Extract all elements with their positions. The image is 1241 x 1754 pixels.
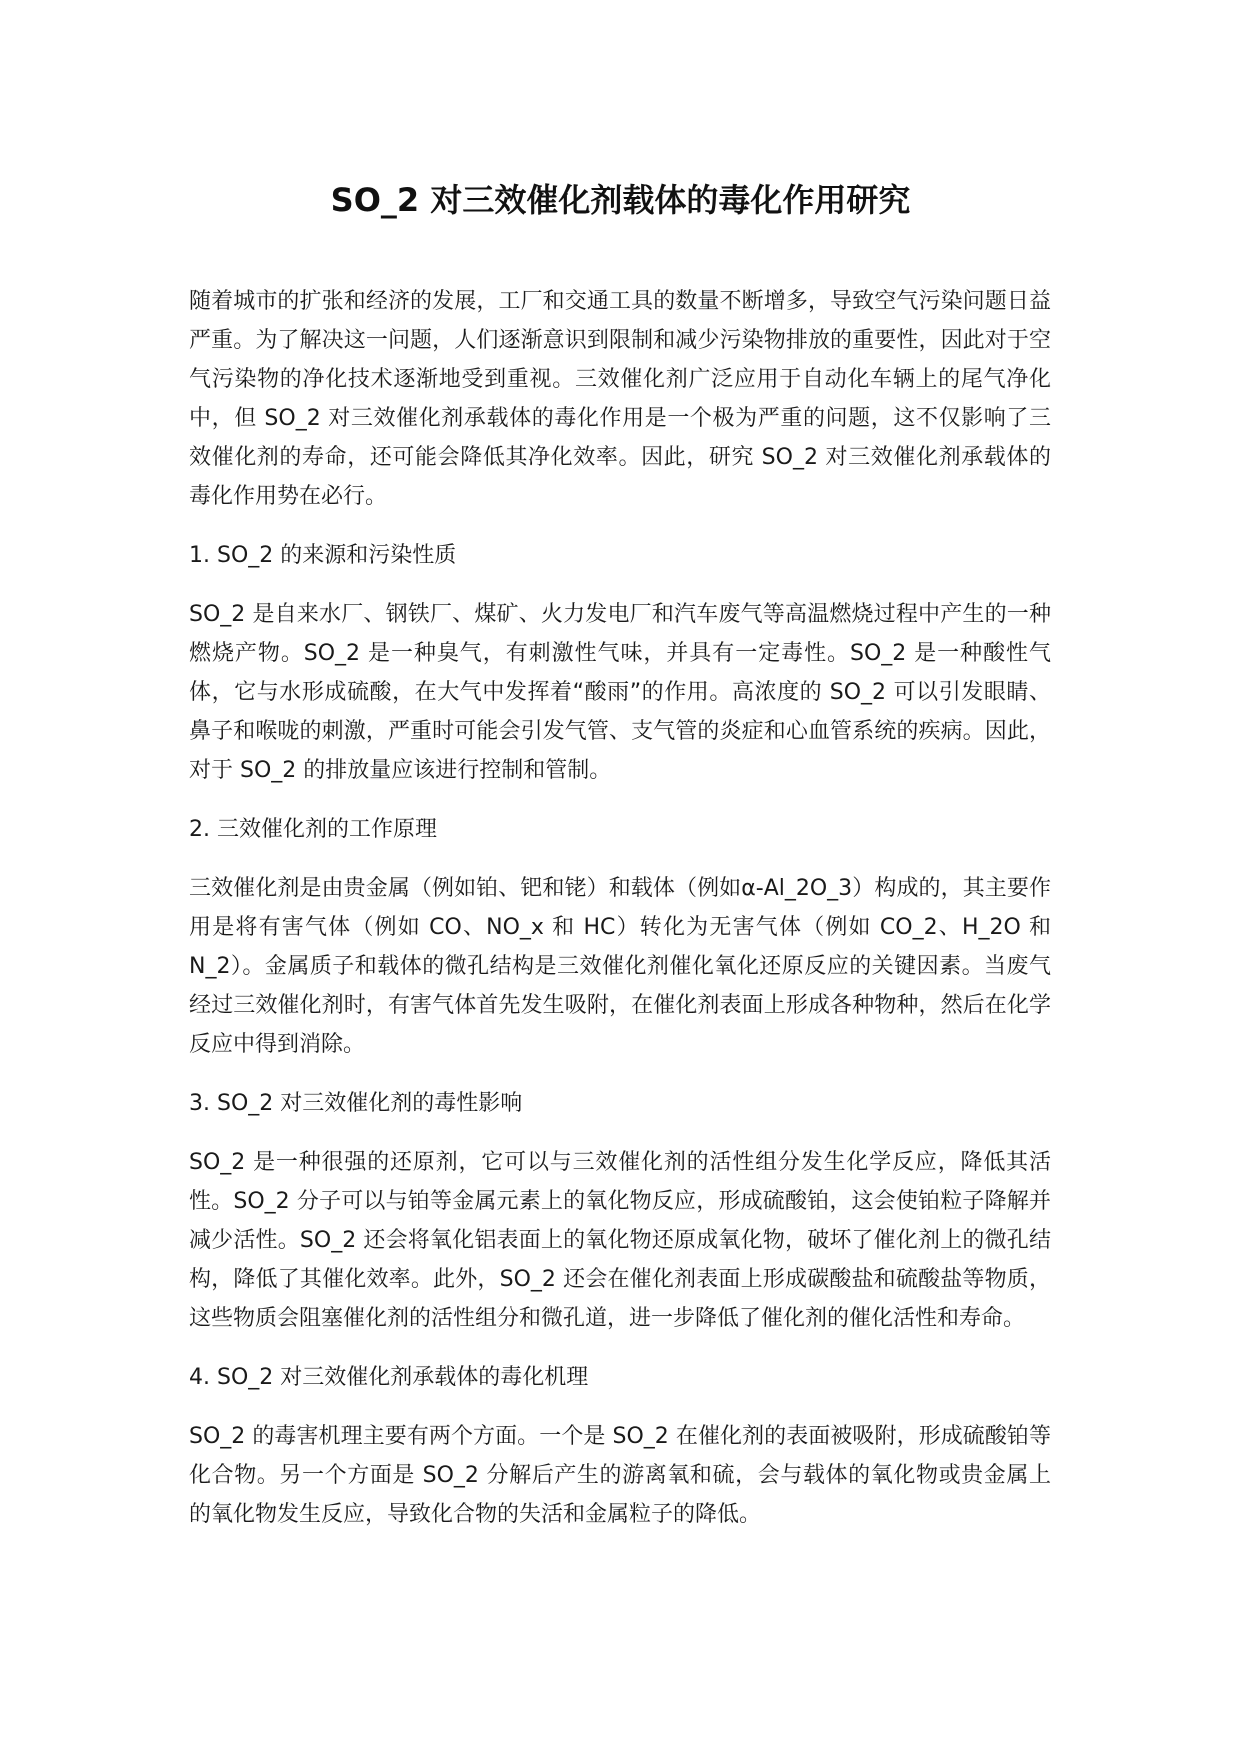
section-body: SO_2 是自来水厂、钢铁厂、煤矿、火力发电厂和汽车废气等高温燃烧过程中产生的一种燃烧产物。SO_2 是一种臭气，有刺激性气味，并具有一定毒性。SO_2 是一种酸性气体，它与水形成硫酸，在大气中发挥着“酸雨”的作用。高浓度的 SO_2 可以引发眼睛、鼻子和喉咙的刺激，严重时可能会引发气管、支气管的炎症和心血管系统的疾病。因此，对于 SO_2 的排放量应该进行控制和管制。 [189,602,1051,783]
section-2 [189,810,1051,1064]
section-1 [189,536,1051,790]
section-heading: 4. SO_2 对三效催化剂承载体的毒化机理 [189,1365,589,1390]
section-body: SO_2 是一种很强的还原剂，它可以与三效催化剂的活性组分发生化学反应，降低其活性。SO_2 分子可以与铂等金属元素上的氧化物反应，形成硫酸铂，这会使铂粒子降解并减少活性。SO_2 还会将氧化铝表面上的氧化物还原成氧化物，破坏了催化剂上的微孔结构，降低了其催化效率。此外，SO_2 还会在催化剂表面上形成碳酸盐和硫酸盐等物质，这些物质会阻塞催化剂的活性组分和微孔道，进一步降低了催化剂的催化活性和寿命。 [189,1150,1051,1331]
section-3 [189,1084,1051,1338]
document-body [189,282,1051,1554]
section-heading: 1. SO_2 的来源和污染性质 [189,543,457,568]
section-body: SO_2 的毒害机理主要有两个方面。一个是 SO_2 在催化剂的表面被吸附，形成硫酸铂等化合物。另一个方面是 SO_2 分解后产生的游离氧和硫，会与载体的氧化物或贵金属上的氧化物发生反应，导致化合物的失活和金属粒子的降低。 [189,1424,1051,1527]
section-heading: 2. 三效催化剂的工作原理 [189,817,437,842]
section-heading: 3. SO_2 对三效催化剂的毒性影响 [189,1091,523,1116]
section-4 [189,1358,1051,1534]
section-body: 三效催化剂是由贵金属（例如铂、钯和铑）和载体（例如α-Al_2O_3）构成的，其主要作用是将有害气体（例如 CO、NO_x 和 HC）转化为无害气体（例如 CO_2、H_2O 和 N_2）。金属质子和载体的微孔结构是三效催化剂催化氧化还原反应的关键因素。当废气经过三效催化剂时，有害气体首先发生吸附，在催化剂表面上形成各种物种，然后在化学反应中得到消除。 [189,876,1051,1057]
intro-paragraph: 随着城市的扩张和经济的发展，工厂和交通工具的数量不断增多，导致空气污染问题日益严重。为了解决这一问题，人们逐渐意识到限制和减少污染物排放的重要性，因此对于空气污染物的净化技术逐渐地受到重视。三效催化剂广泛应用于自动化车辆上的尾气净化中，但 SO_2 对三效催化剂承载体的毒化作用是一个极为严重的问题，这不仅影响了三效催化剂的寿命，还可能会降低其净化效率。因此，研究 SO_2 对三效催化剂承载体的毒化作用势在必行。 [189,289,1051,509]
page-title: SO_2 对三效催化剂载体的毒化作用研究 [330,181,911,219]
